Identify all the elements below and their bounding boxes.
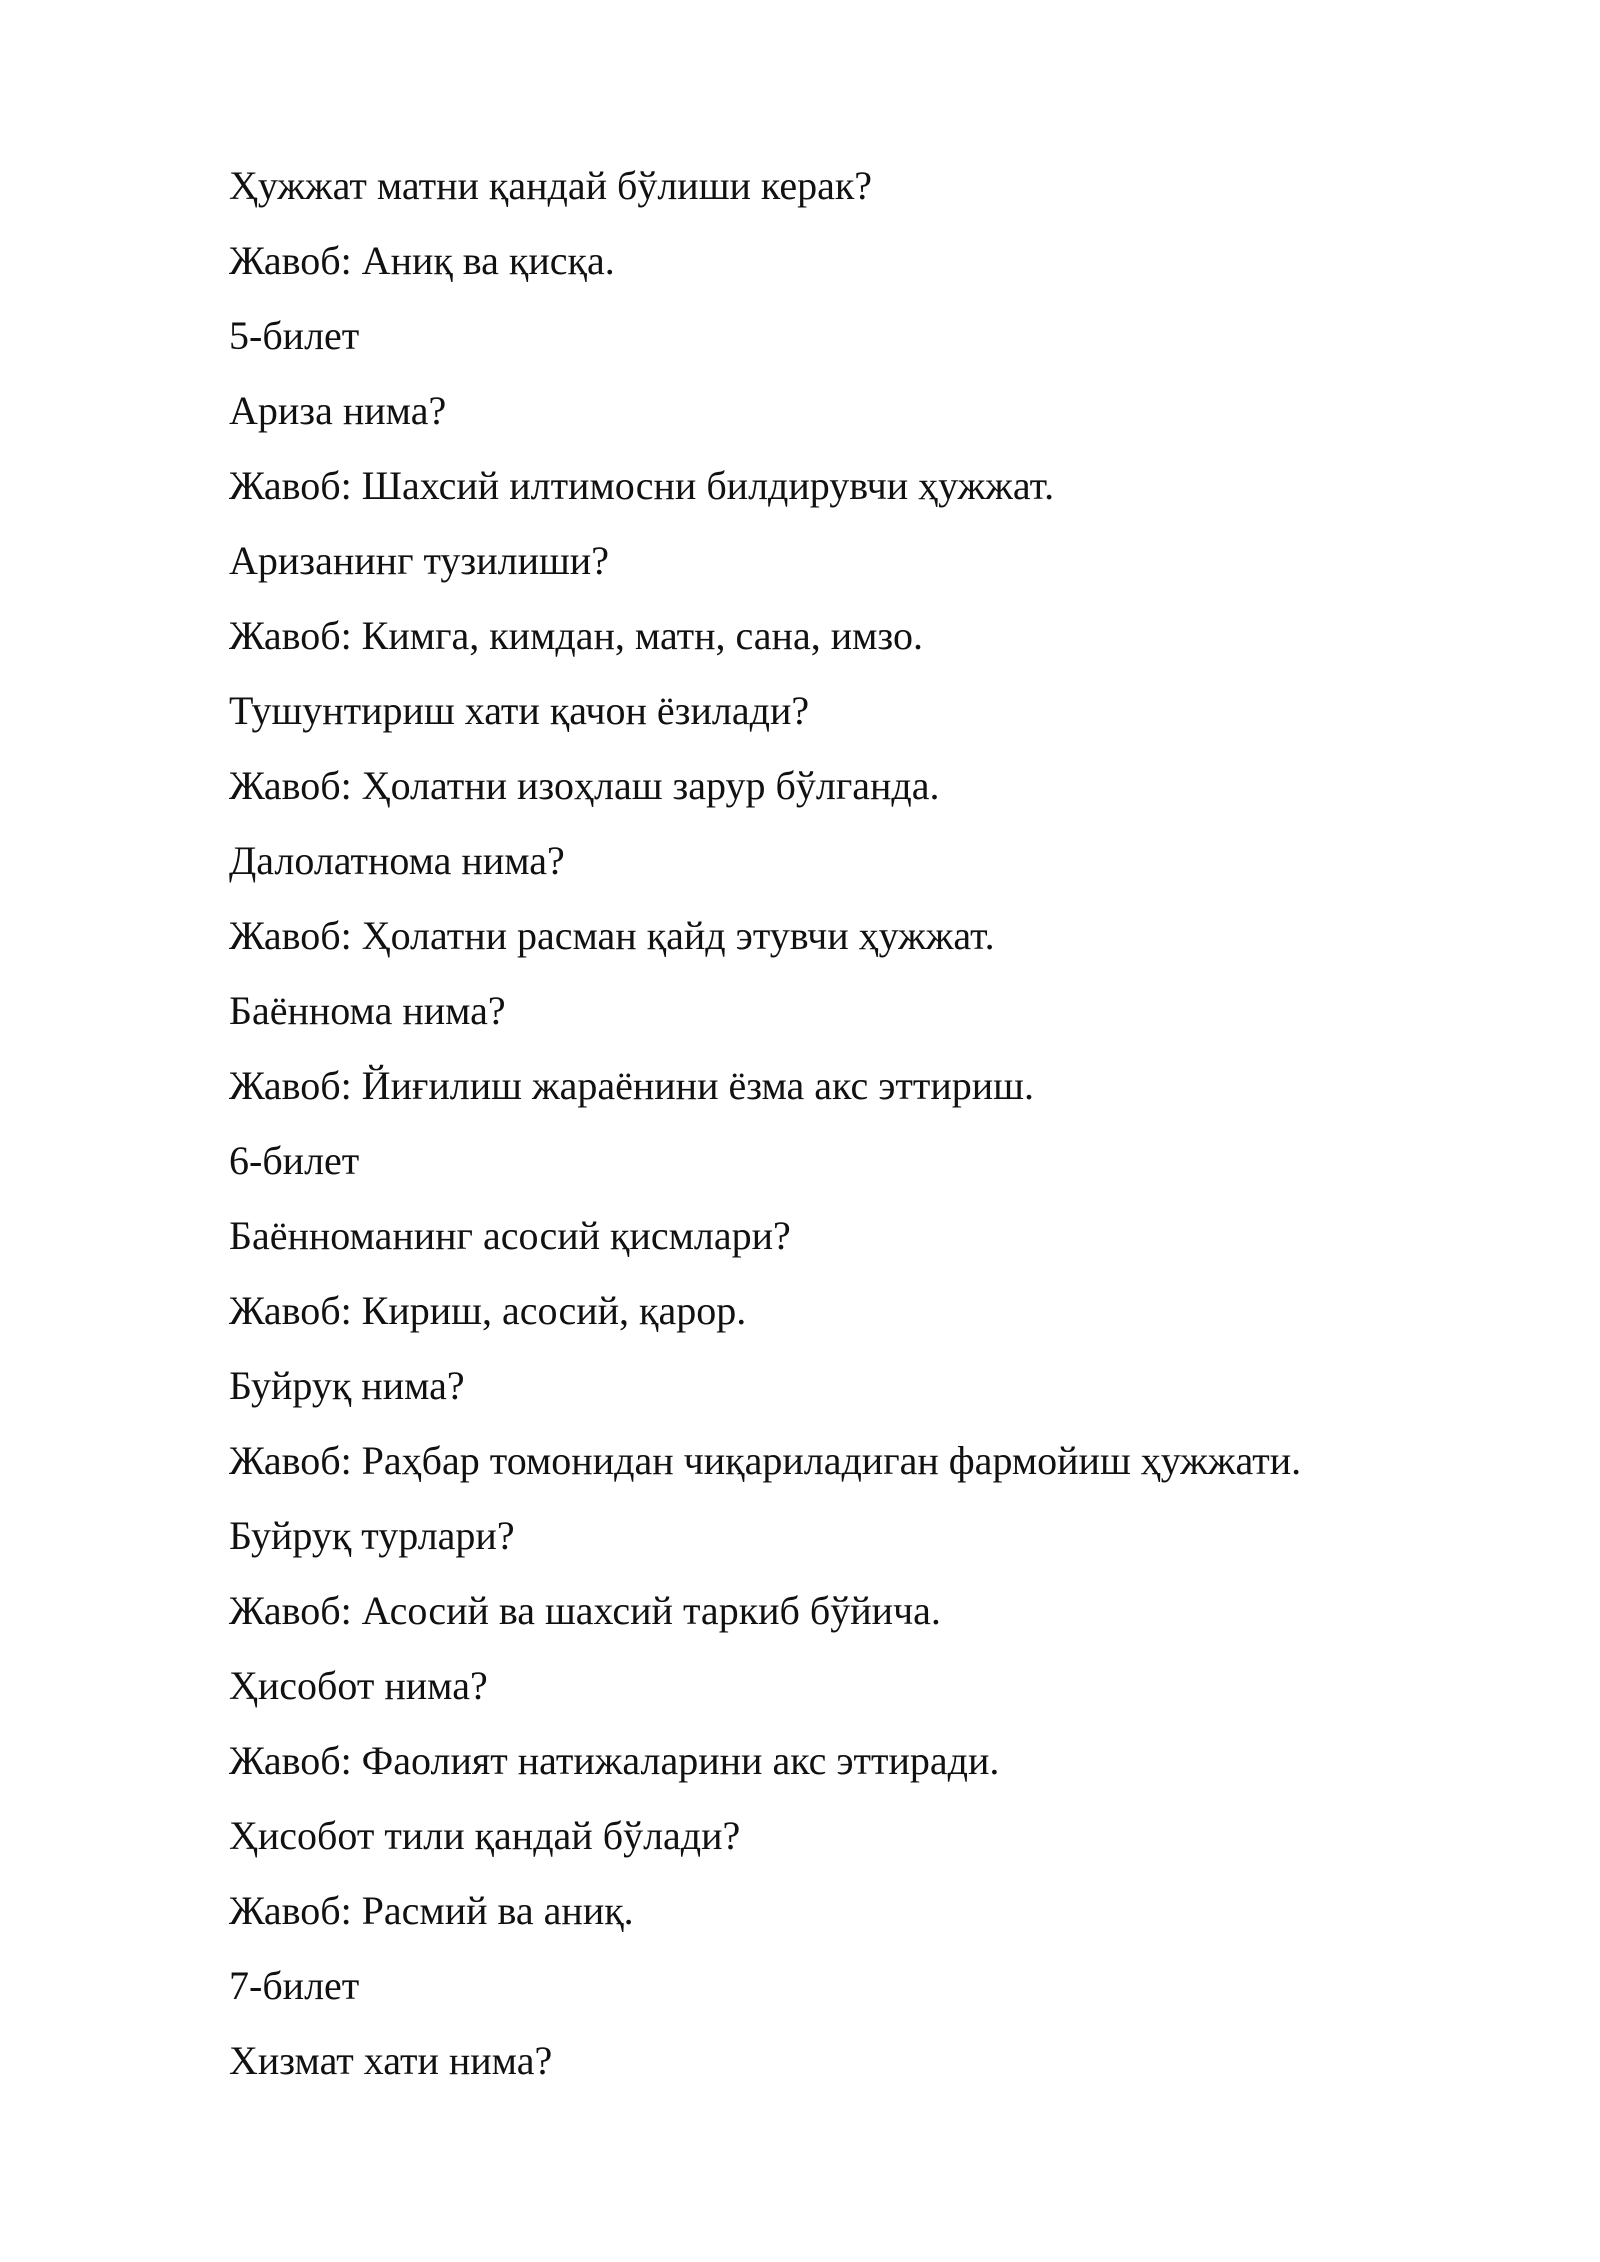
question-line: Ҳужжат матни қандай бўлиши керак? [229,163,873,208]
answer-line: Жавоб: Шахсий илтимосни билдирувчи ҳужжат. [229,463,1055,508]
answer-line: Жавоб: Фаолият натижаларини акс эттиради. [229,1738,1000,1783]
question-line: Баённома нима? [229,988,506,1033]
question-line: Буйруқ нима? [229,1363,465,1408]
document-body [229,148,1301,2098]
answer-line: Жавоб: Расмий ва аниқ. [229,1888,634,1933]
answer-line: Жавоб: Аниқ ва қисқа. [229,238,615,283]
answer-line: Жавоб: Кириш, асосий, қарор. [229,1288,747,1333]
question-line: Баённоманинг асосий қисмлари? [229,1213,791,1258]
question-line: Ҳисобот тили қандай бўлади? [229,1813,741,1858]
answer-line: Жавоб: Кимга, кимдан, матн, сана, имзо. [229,613,923,658]
answer-line: Жавоб: Ҳолатни изоҳлаш зарур бўлганда. [229,763,940,808]
ticket-heading: 6-билет [229,1138,360,1183]
answer-line: Жавоб: Йиғилиш жараёнини ёзма акс эттириш. [229,1063,1034,1108]
question-line: Буйруқ турлари? [229,1513,515,1558]
question-line: Далолатнома нима? [229,838,565,883]
answer-line: Жавоб: Раҳбар томонидан чиқариладиган фармойиш ҳужжати. [229,1438,1302,1483]
ticket-heading: 7-билет [229,1963,360,2008]
answer-line: Жавоб: Ҳолатни расман қайд этувчи ҳужжат. [229,913,995,958]
question-line: Тушунтириш хати қачон ёзилади? [229,688,810,733]
question-line: Хизмат хати нима? [229,2038,553,2083]
question-line: Ариза нима? [229,388,447,433]
question-line: Ҳисобот нима? [229,1663,488,1708]
ticket-heading: 5-билет [229,313,360,358]
question-line: Аризанинг тузилиши? [229,538,609,583]
answer-line: Жавоб: Асосий ва шахсий таркиб бўйича. [229,1588,941,1633]
